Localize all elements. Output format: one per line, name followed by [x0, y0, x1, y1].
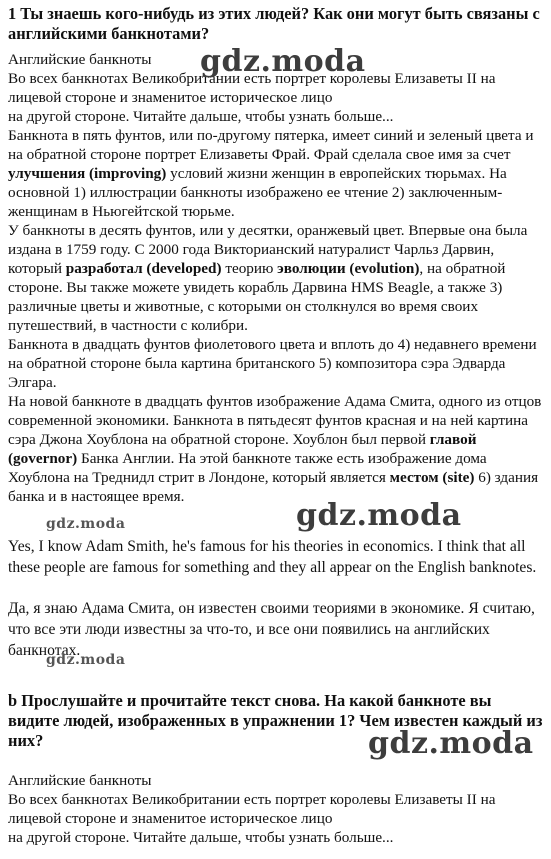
watermark-logo: gdz.moda	[46, 652, 126, 668]
intro-line: лицевой стороне и знаменитое историческое лицо	[8, 89, 333, 106]
watermark-logo: gdz.moda	[368, 726, 534, 761]
text-run: условий жизни женщин в европейских тюрьмах. На основной 1) иллюстрации банкноты изображено ее чтение 2) заключенным-женщинам в Ньюгейтской тюрьме.	[8, 165, 507, 220]
intro-line: на другой стороне. Читайте дальше, чтобы узнать больше...	[8, 108, 394, 125]
text-title: Английские банкноты	[8, 772, 152, 789]
watermark-logo: gdz.moda	[46, 516, 126, 532]
page-content	[8, 4, 544, 847]
intro-line: лицевой стороне и знаменитое историческое лицо	[8, 810, 333, 827]
spacer	[8, 506, 544, 536]
exercise-1-question: 1 Ты знаешь кого-нибудь из этих людей? Как они могут быть связаны с английскими банкнотами?	[8, 4, 540, 43]
spacer	[8, 578, 544, 598]
vocab-improving: улучшения (improving)	[8, 165, 167, 182]
watermark-logo: gdz.moda	[296, 498, 462, 533]
text-run: 6) здания банка и в настоящее время.	[8, 469, 539, 505]
text-run: Банкнота в пять фунтов, или по-другому пятерка, имеет синий и зеленый цвета и на обратной стороне портрет Елизаветы Фрай. Фрай сделала свое имя за счет	[8, 127, 534, 163]
exercise-b-question: b Прослушайте и прочитайте текст снова. На какой банкноте вы видите людей, изображенных в упражнении 1? Чем известен каждый из них?	[8, 691, 543, 750]
spacer	[8, 751, 544, 771]
intro-line: Во всех банкнотах Великобритании есть портрет королевы Елизаветы II на	[8, 70, 496, 87]
watermark-logo: gdz.moda	[200, 44, 366, 79]
vocab-governor: главой (governor)	[8, 431, 477, 467]
text-run: Банка Англии. На этой банкноте также есть изображение дома Хоублона на Треднидл стрит в Лондоне, который является	[8, 450, 487, 486]
text-run: , на обратной стороне. Вы также можете увидеть корабль Дарвина HMS Beagle, а также 3) различные цветы и животные, с которыми он столкнулся во время своих путешествий, в частности с колибри.	[8, 260, 506, 334]
paragraph-new-twenty-pound	[8, 392, 544, 506]
answer-english: Yes, I know Adam Smith, he's famous for his theories in economics. I think that all these people are famous for something and they all appear on the English banknotes.	[8, 538, 537, 576]
intro-line: на другой стороне. Читайте дальше, чтобы узнать больше...	[8, 829, 394, 846]
spacer	[8, 661, 544, 691]
paragraph-twenty-pound: Банкнота в двадцать фунтов фиолетового цвета и вплоть до 4) недавнего времени на обратной стороне была картина британского 5) композитора сэра Эдварда Элгара.	[8, 336, 537, 391]
text-run: У банкноты в десять фунтов, или у десятки, оранжевый цвет. Впервые она была издана в 1759 году. С 2000 года Викторианский натуралист Чарльз Дарвин, который	[8, 222, 528, 277]
paragraph-five-pound	[8, 126, 544, 221]
intro-line: Во всех банкнотах Великобритании есть портрет королевы Елизаветы II на	[8, 791, 496, 808]
answer-russian: Да, я знаю Адама Смита, он известен своими теориями в экономике. Я считаю, что все эти люди известны за что-то, и все они появились на английских банкнотах.	[8, 600, 535, 659]
text-run: На новой банкноте в двадцать фунтов изображение Адама Смита, одного из отцов современной экономики. Банкнота в пятьдесят фунтов красная и на ней картина сэра Джона Хоублона на обратной стороне. Хоублон был первой	[8, 393, 542, 448]
paragraph-ten-pound	[8, 221, 544, 335]
text-run: теорию	[221, 260, 278, 277]
text-title: Английские банкноты	[8, 51, 152, 68]
vocab-evolution: эволюции (evolution)	[277, 260, 420, 277]
vocab-site: местом (site)	[389, 469, 475, 486]
vocab-developed: разработал (developed)	[65, 260, 222, 277]
